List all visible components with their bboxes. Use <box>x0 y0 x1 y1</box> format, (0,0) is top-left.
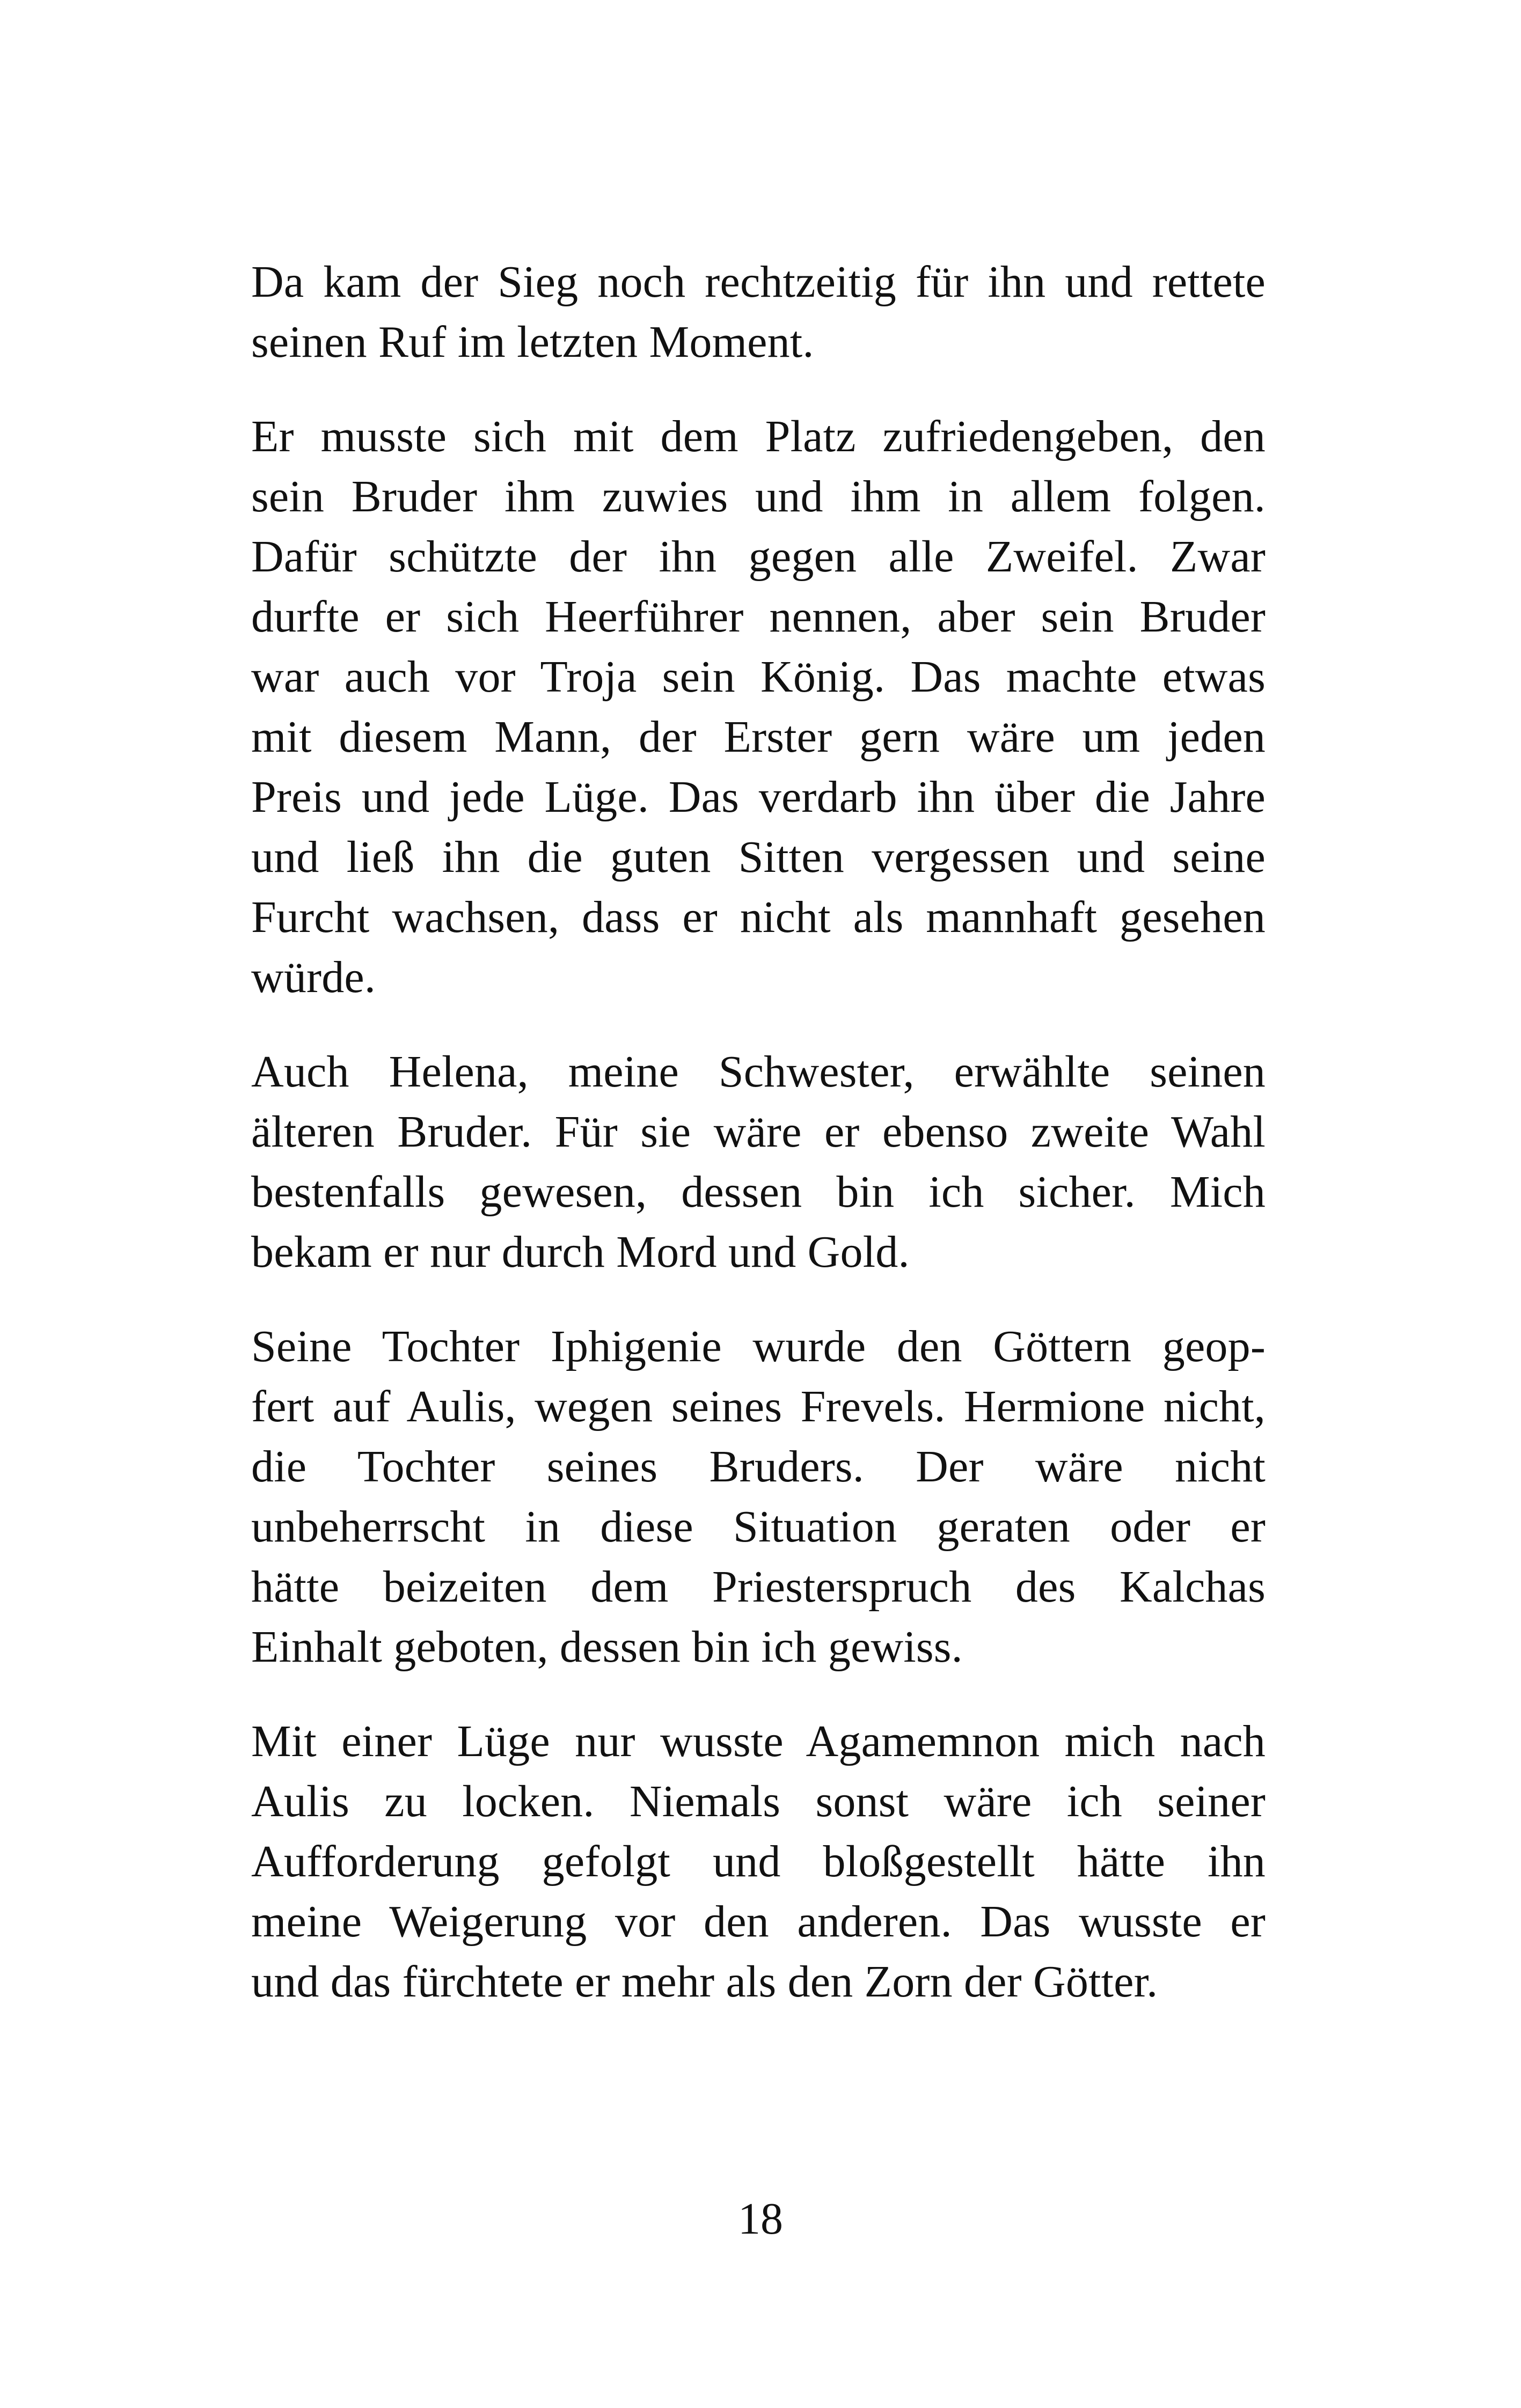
text-line: älteren Bruder. Für sie wäre er ebenso zweite Wahl <box>251 1107 1266 1157</box>
text-line: Aulis zu locken. Niemals sonst wäre ich seiner <box>251 1776 1266 1826</box>
text-line: Aufforderung gefolgt und bloßgestellt hätte ihn <box>251 1837 1266 1886</box>
paragraph-2 <box>251 407 1266 1008</box>
text-line: unbeherrscht in diese Situation geraten oder er <box>251 1502 1266 1552</box>
paragraph-5 <box>251 1712 1266 2012</box>
text-line: Dafür schützte der ihn gegen alle Zweifel. Zwar <box>251 532 1266 582</box>
text-line: bestenfalls gewesen, dessen bin ich sicher. Mich <box>251 1167 1266 1217</box>
text-line: mit diesem Mann, der Erster gern wäre um jeden <box>251 712 1266 762</box>
text-line: hätte beizeiten dem Priesterspruch des Kalchas <box>251 1562 1266 1612</box>
page-number: 18 <box>738 2194 783 2244</box>
text-line: Mit einer Lüge nur wusste Agamemnon mich nach <box>251 1716 1266 1766</box>
text-line: war auch vor Troja sein König. Das machte etwas <box>251 652 1266 702</box>
text-line: und das fürchtete er mehr als den Zorn der Götter. <box>251 1957 1158 2007</box>
text-line: die Tochter seines Bruders. Der wäre nicht <box>251 1442 1266 1492</box>
text-line: fert auf Aulis, wegen seines Frevels. Hermione nicht, <box>251 1382 1266 1431</box>
text-line: Einhalt geboten, dessen bin ich gewiss. <box>251 1622 963 1672</box>
text-line: seinen Ruf im letzten Moment. <box>251 317 814 367</box>
text-line: Preis und jede Lüge. Das verdarb ihn über die Jahre <box>251 772 1266 822</box>
text-line: Auch Helena, meine Schwester, erwählte seinen <box>251 1047 1266 1097</box>
text-line: würde. <box>251 952 376 1002</box>
text-line: und ließ ihn die guten Sitten vergessen und seine <box>251 832 1266 882</box>
text-line: durfte er sich Heerführer nennen, aber sein Bruder <box>251 592 1266 642</box>
body-text <box>251 252 1266 2046</box>
paragraph-3 <box>251 1042 1266 1282</box>
paragraph-1 <box>251 252 1266 372</box>
text-line: meine Weigerung vor den anderen. Das wusste er <box>251 1897 1266 1947</box>
text-line: Furcht wachsen, dass er nicht als mannhaft gesehen <box>251 892 1266 942</box>
text-line: bekam er nur durch Mord und Gold. <box>251 1227 910 1277</box>
text-line: sein Bruder ihm zuwies und ihm in allem folgen. <box>251 472 1266 522</box>
paragraph-4 <box>251 1317 1266 1677</box>
text-line: Er musste sich mit dem Platz zufriedengeben, den <box>251 412 1266 461</box>
text-line: Seine Tochter Iphigenie wurde den Göttern geop- <box>251 1322 1266 1371</box>
text-line: Da kam der Sieg noch rechtzeitig für ihn und rettete <box>251 257 1266 307</box>
